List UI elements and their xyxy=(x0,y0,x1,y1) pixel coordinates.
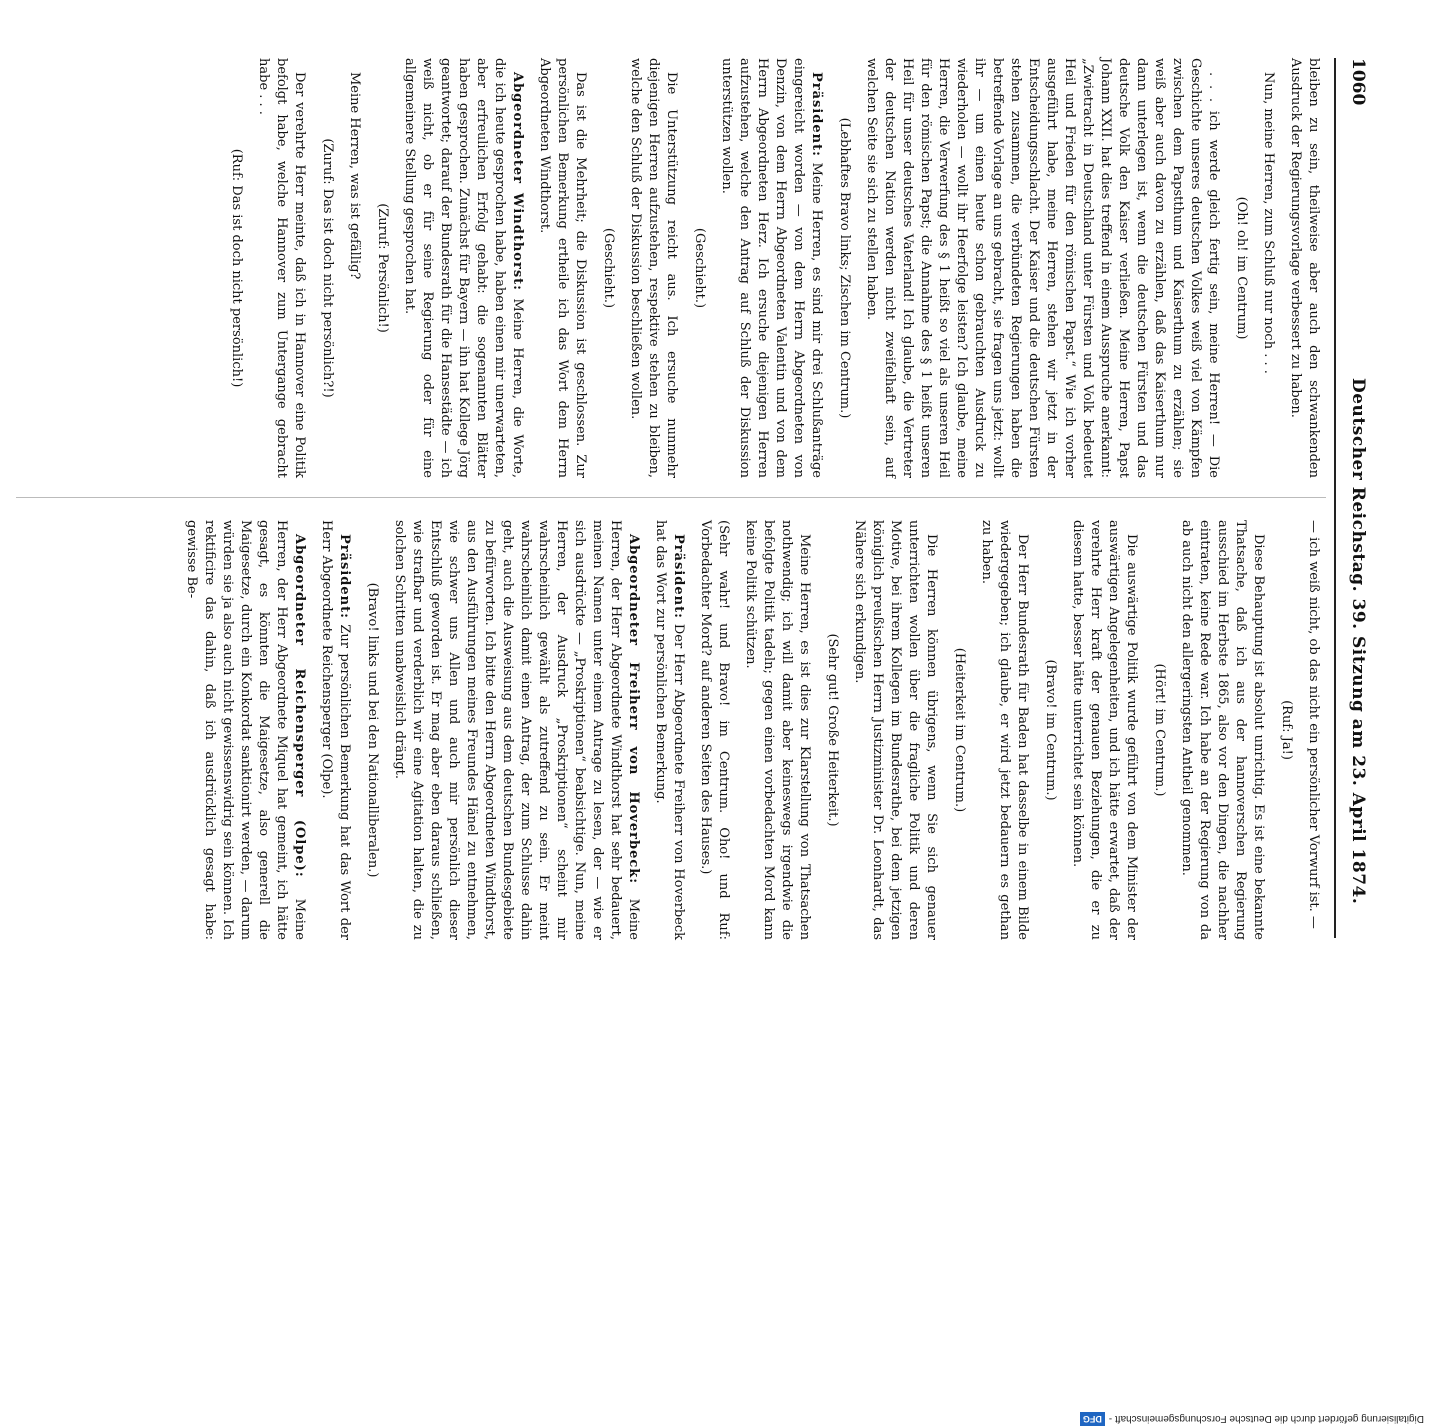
paragraph xyxy=(651,520,687,940)
paragraph xyxy=(317,520,353,940)
paragraph xyxy=(535,58,589,478)
stage-direction xyxy=(1150,520,1168,940)
paragraph-text: bleiben zu sein, theilweise aber auch den schwankenden Ausdruck der Regierungsvorlage verbessert zu haben. xyxy=(1288,58,1321,478)
stage-direction xyxy=(599,58,617,478)
speaker-name: Präsident: xyxy=(809,72,824,157)
paragraph-text: Meine Herren, die Worte, die ich heute gesprochen habe, haben einen mir unerwarteten, aber erfreulichen Erfolg gehabt: die sogenannten Blätter haben gesprochen. Zunächst für Bayern — ihn hat Kollege Jörg geantwortet; darauf der Bundesrath für die Hansestädte — ich weiß nicht, ob er für seine Regierung oder für eine allgemeinere Stellung gesprochen hat. xyxy=(402,58,525,478)
paragraph xyxy=(1259,58,1277,478)
paragraph xyxy=(741,520,813,940)
paragraph-text: Meine Herren, der Herr Abgeordnete Miquel hat gemeint, ich hätte gesagt, es könnten die Maigesetze, also generell die Maigesetze, durch ein Konkordat sanktionirt werden, — darum würden sie ja also auch nicht gewissenswidrig sein können. Ich rektificire das dahin, daß ich ausdrücklich gesagt habe: gewisse Be- xyxy=(184,520,307,940)
paragraph-text: Das ist die Mehrheit; die Diskussion ist geschlossen. Zur persönlichen Bemerkung ertheile ich das Wort dem Herrn Abgeordneten Windthorst. xyxy=(537,58,588,478)
paragraph xyxy=(1068,520,1140,940)
paragraph xyxy=(182,520,308,940)
paragraph-text: — ich weiß nicht, ob das nicht ein persönlicher Vorwurf ist. — xyxy=(1306,520,1321,929)
paragraph-text: (Sehr wahr! und Bravo! im Centrum. Oho! und Ruf: Vorbedachter Mord? auf anderen Seiten des Hauses.) xyxy=(698,520,731,940)
left-column xyxy=(217,58,1322,478)
page-number: 1060 xyxy=(1348,58,1368,106)
paragraph-text: (Zuruf: Das ist doch nicht persönlich?!) xyxy=(320,138,335,398)
paragraph xyxy=(850,520,940,940)
stage-direction xyxy=(373,58,391,478)
speaker-name: Abgeordneter Freiherr von Hoverbeck: xyxy=(626,534,641,885)
paragraph xyxy=(254,58,308,478)
paragraph-text: Zur persönlichen Bemerkung hat das Wort der Herr Abgeordnete Reichensperger (Olpe). xyxy=(319,520,352,940)
paragraph-text: Meine Herren, der Herr Abgeordnete Windthorst hat sehr bedauert, meinen Namen unter einem Antrage zu lesen, der — wie er sich ausdrückte — „Proskriptionen“ beabsichtige. Nun, meine Herren, der Ausdruck „Proskriptionen“ scheint mir wahrscheinlich gewählt als zutreffend zu sein. Er meint wahrscheinlich damit einen Antrag, der zum Schlusse dahin geht, auch die Ausweisung aus dem deutschen Bundesgebiete zu befürworten. Ich bitte den Herrn Abgeordneten Windthorst, aus den Ausführungen meines Freundes Hänel zu entnehmen, wie schwer uns Allen und auch mir persönlich dieser Entschluß geworden ist. Er mag aber eben daraus schließen, wie strafbar und verderblich wir eine Agitation halten, die zu solchen Schritten unabweislich drängt. xyxy=(392,520,641,940)
right-column xyxy=(173,520,1322,940)
speaker-name: Abgeordneter Reichensperger (Olpe): xyxy=(292,534,307,878)
paragraph-text: (Lebhaftes Bravo links; Zischen im Centrum.) xyxy=(837,117,852,419)
paragraph xyxy=(977,520,1031,940)
paragraph-text: (Hört! im Centrum.) xyxy=(1152,663,1167,797)
paragraph-text: (Bravo! im Centrum.) xyxy=(1043,659,1058,801)
digitization-credit xyxy=(439,1408,1424,1428)
paragraph xyxy=(390,520,642,940)
stage-direction xyxy=(1277,520,1295,940)
paragraph-text: (Ruf: Ja!) xyxy=(1279,700,1294,760)
paragraph xyxy=(626,58,680,478)
stage-direction xyxy=(227,58,245,478)
stage-direction xyxy=(1041,520,1059,940)
stage-direction xyxy=(823,520,841,940)
paragraph-text: Der Herr Abgeordnete Freiherr von Hoverbeck hat das Wort zur persönlichen Bemerkung. xyxy=(653,520,686,940)
paragraph xyxy=(717,58,825,478)
paragraph xyxy=(1286,58,1322,478)
stage-direction xyxy=(318,58,336,478)
paragraph xyxy=(696,520,732,940)
paragraph xyxy=(1304,520,1322,940)
paragraph-text: (Bravo! links und bei den Nationalliberalen.) xyxy=(365,582,380,878)
paragraph-text: (Ruf: Das ist doch nicht persönlich!) xyxy=(229,148,244,388)
paragraph-text: (Geschieht.) xyxy=(692,227,707,309)
page-title: Deutscher Reichstag. 39. Sitzung am 23. April 1874. xyxy=(1348,378,1368,905)
paragraph-text: (Sehr gut! Große Heiterkeit.) xyxy=(825,633,840,827)
paragraph-text: (Oh! oh! im Centrum) xyxy=(1234,196,1249,340)
paragraph-text: Meine Herren, was ist gefällig? xyxy=(347,72,362,280)
paragraph-text: Diese Behauptung ist absolut unrichtig. Es ist eine bekannte Thatsache, daß ich aus der hannoverschen Regierung ausschied im Herbste 1865, also vor den Dingen, die nachher eintraten, keine Rede war. Ich habe an der Regierung von da ab auch nicht den allergeringsten Antheil genommen. xyxy=(1179,520,1266,940)
speaker-name: Präsident: xyxy=(337,534,352,619)
paragraph-text: (Heiterkeit im Centrum.) xyxy=(952,647,967,813)
speaker-name: Präsident: xyxy=(671,534,686,619)
stage-direction xyxy=(835,58,853,478)
paragraph-text: Meine Herren, es sind mir drei Schlußanträge eingereicht worden — von dem Herrn Abgeordneten von Denzin, von dem Herrn Abgeordneten Valentin und von dem Herrn Abgeordneten Herz. Ich ersuche diejenigen Herren aufzustehen, welche den Antrag auf Schluß der Diskussion unterstützen wollen. xyxy=(719,58,824,478)
credit-text: Digitalisierung gefördert durch die Deutsche Forschungsgemeinschaft - xyxy=(1108,1413,1424,1424)
stage-direction xyxy=(1232,58,1250,478)
paragraph xyxy=(400,58,526,478)
speaker-name: Abgeordneter Windthorst: xyxy=(510,72,525,291)
stage-direction xyxy=(690,58,708,478)
header-rule xyxy=(1334,58,1336,938)
paragraph xyxy=(1177,520,1267,940)
paragraph-text: Der verehrte Herr meinte, daß ich in Hannover eine Politik befolgt habe, welche Hannover zum Untergange gebracht habe . . . xyxy=(256,58,307,478)
stage-direction xyxy=(950,520,968,940)
paragraph-text: . . . ich werde gleich fertig sein, meine Herren! — Die Geschichte unseres deutschen Volkes weiß viel von Kämpfen zwischen dem Papstthum und Kaiserthum zu erzählen; sie weiß aber auch davon zu erzählen, daß das Kaiserthum nur dann unterlegen ist, wenn die deutschen Fürsten und das deutsche Volk den Kaiser verließen. Meine Herren, Papst Johann XXII. hat dies treffend in einem Ausspruche anerkannt: „Zwietracht in Deutschland unter Fürsten und Volk bedeutet Heil und Frieden für den römischen Papst.“ Wie ich vorher ausgeführt habe, meine Herren, stehen wir jetzt in der Entscheidungsschlacht. Der Kaiser und die deutschen Fürsten stehen zusammen, die verbündeten Regierungen haben die betreffende Vorlage an uns gebracht, sie fragen uns jetzt: wollt ihr — um einen heute schon gebrauchten Ausdruck zu wiederholen — wollt ihr Heerfolge leisten? Ich glaube, meine Herren, die Verwerfung des § 1 heißt so viel als unseren Heil für den römischen Papst; die Annahme des § 1 heißt unseren Heil für unser deutsches Vaterland! Ich glaube, die Vertreter der deutschen Nation werden nicht zweifelhaft sein, auf welchen Seite sie sich zu stellen haben. xyxy=(864,58,1221,478)
paragraph-text: (Zuruf: Persönlich!) xyxy=(375,203,390,333)
page-header xyxy=(1344,58,1372,938)
paragraph-text: Die Unterstützung reicht aus. Ich ersuche nunmehr diejenigen Herren aufzustehen, respektive stehen zu bleiben, welche den Schluß der Diskussion beschließen wollen. xyxy=(628,58,679,478)
paragraph-text: Nun, meine Herren, zum Schluß nur noch . . . xyxy=(1261,72,1276,374)
paragraph-text: (Geschieht.) xyxy=(601,227,616,309)
paragraph xyxy=(345,58,363,478)
paragraph-text: Meine Herren, es ist dies zur Klarstellung von Thatsachen nothwendig; ich will damit aber keineswegs irgendwie die befolgte Politik tadeln; gegen einen vorbedachten Mord kann keine Politik schützen. xyxy=(743,520,812,940)
paragraph-text: Die Herren können übrigens, wenn Sie sich genauer unterrichten wollen über die fragliche Politik und deren Motive, bei ihrem Kollegen im Bundesrathe, bei dem jetzigen königlich preußischen Herrn Justizminister Dr. Leonhardt, das Nähere sich erkundigen. xyxy=(852,520,939,940)
paragraph xyxy=(862,58,1222,478)
paragraph-text: Der Herr Bundesrath für Baden hat dasselbe in einem Bilde wiedergegeben; ich glaube, er wird jetzt bedauern es gethan zu haben. xyxy=(979,520,1030,940)
stage-direction xyxy=(363,520,381,940)
column-divider xyxy=(16,497,1326,498)
dfg-logo: DFG xyxy=(1080,1412,1105,1426)
paragraph-text: Die auswärtige Politik wurde geführt von dem Minister der auswärtigen Angelegenheiten, und ich hätte erwartet, daß der verehrte Herr kraft der genauen Beziehungen, die er zu diesem hatte, besser hätte unterrichtet sein können. xyxy=(1070,520,1139,940)
